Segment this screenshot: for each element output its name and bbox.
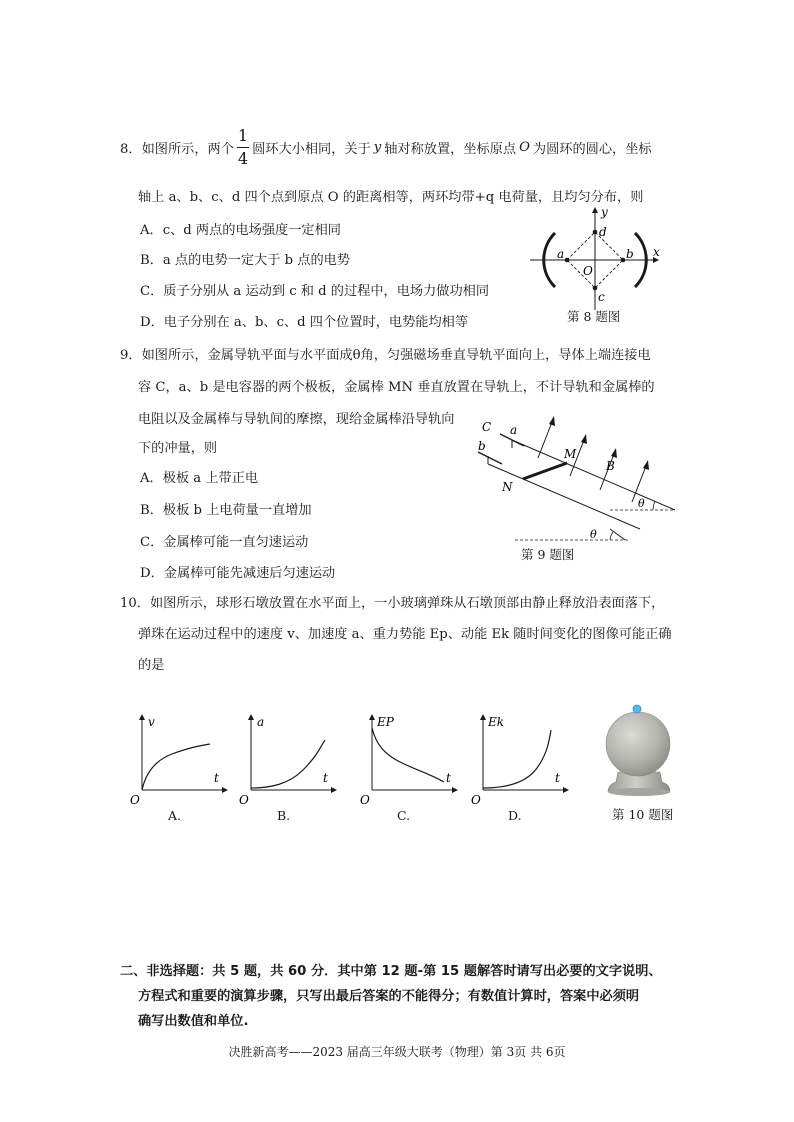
q10-graph-a-origin: O xyxy=(130,793,140,807)
q10-option-b: B. xyxy=(277,808,291,823)
q10-graph-a-curve xyxy=(142,744,210,790)
q10-graph-b-curve xyxy=(251,740,325,788)
q8-text1c: 为圆环的圆心，坐标 xyxy=(532,142,652,157)
q10-graph-b-ylabel: a xyxy=(257,715,265,729)
q10-graph-d xyxy=(469,712,569,808)
q10-graph-a-xlabel: t xyxy=(214,771,219,785)
q8-prefix: 8．如图所示，两个 xyxy=(120,142,234,157)
q10-graph-d-origin: O xyxy=(471,793,481,807)
q8-option-a: A．c、d 两点的电场强度一定相同 xyxy=(140,223,341,238)
q9-line1: 9．如图所示，金属导轨平面与水平面成θ角，匀强磁场垂直导轨平面向上，导体上端连接电 xyxy=(120,348,651,363)
q10-graph-c xyxy=(358,712,458,808)
q9-fig-N: N xyxy=(502,480,513,494)
q9-line2: 容 C，a、b 是电容器的两个极板，金属棒 MN 垂直放置在导轨上，不计导轨和金属棒的 xyxy=(138,380,655,395)
fraction-denominator: 4 xyxy=(237,149,249,168)
section2-line2: 方程式和重要的演算步骤，只写出最后答案的不能得分；有数值计算时，答案中必须明 xyxy=(138,989,640,1004)
glass-marble-icon xyxy=(633,705,641,713)
q8-fig-a: a xyxy=(557,247,565,261)
q9-figure xyxy=(470,412,685,547)
q9-fig-C: C xyxy=(482,420,492,434)
q10-graph-c-curve xyxy=(372,728,444,782)
q10-graph-d-xlabel: t xyxy=(555,771,560,785)
q9-line4: 下的冲量，则 xyxy=(138,441,218,456)
q10-graph-d-ylabel: Ek xyxy=(488,715,505,729)
q10-option-a: A. xyxy=(168,808,182,823)
page-footer: 决胜新高考——2023 届高三年级大联考（物理）第 3页 共 6页 xyxy=(228,1045,566,1059)
q9-fig-M: M xyxy=(564,447,577,461)
quarter-fraction xyxy=(237,128,249,167)
q10-graph-c-ylabel: EP xyxy=(377,715,394,729)
q9-line3: 电阻以及金属棒与导轨间的摩擦，现给金属棒沿导轨向 xyxy=(138,412,455,427)
q8-line1 xyxy=(120,128,652,167)
q8-line2: 轴上 a、b、c、d 四个点到原点 O 的距离相等，两环均带+q 电荷量，且均匀分布，则 xyxy=(138,190,644,205)
q10-graph-a xyxy=(128,712,228,808)
q9-fig-a: a xyxy=(510,423,518,437)
q8-text1a: 圆环大小相同，关于 xyxy=(252,142,371,157)
q10-line1: 10．如图所示，球形石墩放置在水平面上，一小玻璃弹珠从石墩顶部由静止释放沿表面落下， xyxy=(120,596,665,611)
q9-option-c: C．金属棒可能一直匀速运动 xyxy=(140,535,309,550)
q9-fig-B: B xyxy=(606,459,615,473)
q9-option-a: A．极板 a 上带正电 xyxy=(140,471,259,486)
fraction-numerator: 1 xyxy=(237,126,249,145)
q8-origin-var: O xyxy=(519,140,530,155)
q8-fig-b: b xyxy=(626,247,634,261)
section2-line1: 二、非选择题：共 5 题，共 60 分．其中第 12 题-第 15 题解答时请写出必要的文字说明、 xyxy=(120,964,662,979)
q10-line2: 弹珠在运动过程中的速度 v、加速度 a、重力势能 Ep、动能 Ek 随时间变化的图像可能正确 xyxy=(138,627,672,642)
q8-y-var: y xyxy=(373,140,382,155)
q9-option-b: B．极板 b 上电荷量一直增加 xyxy=(140,503,312,518)
q8-fig-y: y xyxy=(601,205,608,219)
q10-graph-b-xlabel: t xyxy=(323,771,328,785)
q8-option-d: D．电子分别在 a、b、c、d 四个位置时，电势能均相等 xyxy=(140,315,469,330)
q10-option-d: D. xyxy=(508,808,522,823)
q8-option-c: C．质子分别从 a 运动到 c 和 d 的过程中，电场力做功相同 xyxy=(140,284,490,299)
section2-line3: 确写出数值和单位. xyxy=(138,1014,249,1029)
q8-fig-origin: O xyxy=(583,264,593,278)
q10-line3: 的是 xyxy=(138,658,165,673)
q10-figure-caption: 第 10 题图 xyxy=(612,807,674,822)
q9-figure-caption: 第 9 题图 xyxy=(521,547,575,562)
q8-text1b: 轴对称放置，坐标原点 xyxy=(384,142,517,157)
q9-fig-b: b xyxy=(478,439,486,453)
q10-graph-d-curve xyxy=(483,730,551,788)
q8-fig-x: x xyxy=(653,245,660,259)
q10-option-c: C. xyxy=(397,808,411,823)
q10-graph-b xyxy=(237,712,337,808)
q10-graph-c-origin: O xyxy=(360,793,370,807)
q8-fig-c: c xyxy=(598,290,605,304)
q10-graph-c-xlabel: t xyxy=(446,771,451,785)
stone-ball-figure xyxy=(596,700,682,800)
q9-fig-theta-top: θ xyxy=(638,497,645,510)
q9-fig-theta-bottom: θ xyxy=(590,528,597,541)
q10-graph-b-origin: O xyxy=(239,793,249,807)
q10-graph-a-ylabel: v xyxy=(148,715,155,729)
q8-figure-caption: 第 8 题图 xyxy=(567,309,621,324)
q8-option-b: B．a 点的电势一定大于 b 点的电势 xyxy=(140,253,351,268)
q9-option-d: D．金属棒可能先减速后匀速运动 xyxy=(140,566,336,581)
q8-fig-d: d xyxy=(599,225,607,239)
